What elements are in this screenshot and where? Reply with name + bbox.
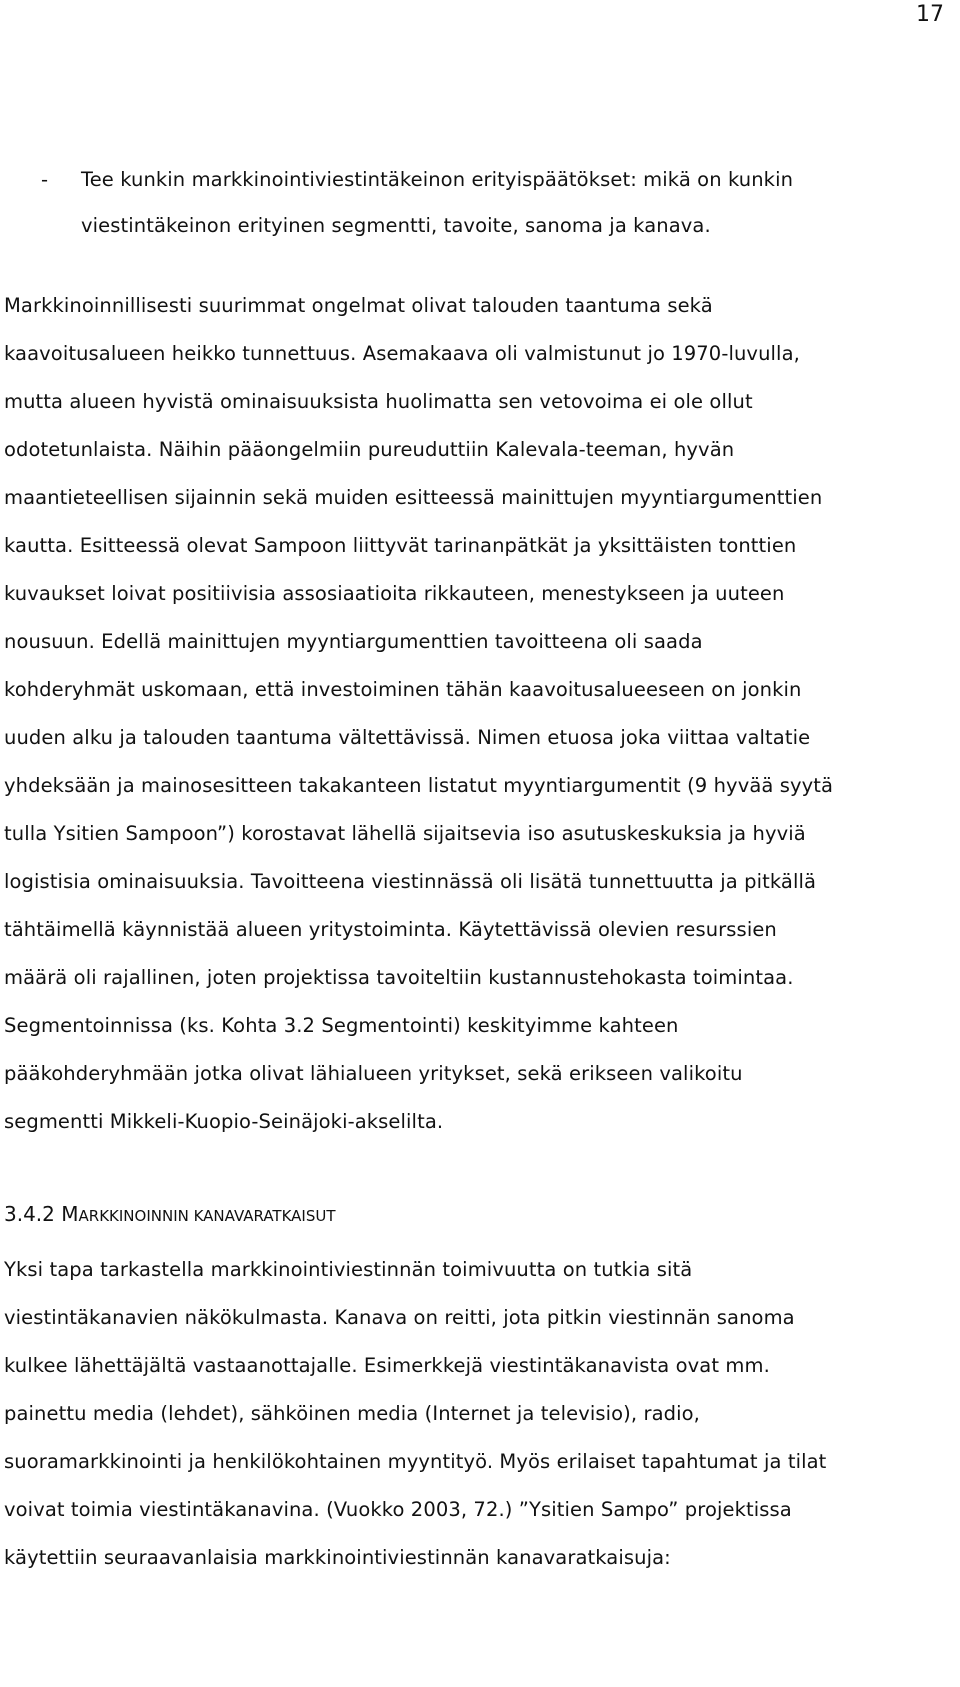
paragraph-line: kaavoitusalueen heikko tunnettuus. Asemakaava oli valmistunut jo 1970-luvulla, [4,342,800,365]
page-number: 17 [916,2,944,27]
paragraph-line: painettu media (lehdet), sähköinen media (Internet ja televisio), radio, [4,1402,700,1425]
bullet-dash: - [41,168,49,191]
paragraph-line: voivat toimia viestintäkanavina. (Vuokko 2003, 72.) ”Ysitien Sampo” projektissa [4,1498,792,1521]
paragraph-line: tulla Ysitien Sampoon”) korostavat lähellä sijaitsevia iso asutuskeskuksia ja hyviä [4,822,806,845]
paragraph-line: Yksi tapa tarkastella markkinointiviestinnän toimivuutta on tutkia sitä [4,1258,693,1281]
bullet-line: viestintäkeinon erityinen segmentti, tavoite, sanoma ja kanava. [81,214,711,237]
paragraph-line: maantieteellisen sijainnin sekä muiden esitteessä mainittujen myyntiargumenttien [4,486,823,509]
paragraph-line: yhdeksään ja mainosesitteen takakanteen listatut myyntiargumentit (9 hyvää syytä [4,774,834,797]
paragraph-line: tähtäimellä käynnistää alueen yritystoiminta. Käytettävissä olevien resurssien [4,918,777,941]
paragraph-line: Segmentoinnissa (ks. Kohta 3.2 Segmentointi) keskityimme kahteen [4,1014,679,1037]
heading-initial: M [61,1202,79,1226]
section-number: 3.4.2 [4,1202,55,1226]
paragraph-line: pääkohderyhmään jotka olivat lähialueen yritykset, sekä erikseen valikoitu [4,1062,743,1085]
paragraph-line: uuden alku ja talouden taantuma vältettävissä. Nimen etuosa joka viittaa valtatie [4,726,811,749]
paragraph-line: kuvaukset loivat positiivisia assosiaatioita rikkauteen, menestykseen ja uuteen [4,582,785,605]
bullet-line: Tee kunkin markkinointiviestintäkeinon erityispäätökset: mikä on kunkin [81,168,794,191]
heading-title: ARKKINOINNIN KANAVARATKAISUT [78,1207,336,1225]
paragraph-line: segmentti Mikkeli-Kuopio-Seinäjoki-akselilta. [4,1110,444,1133]
paragraph-line: viestintäkanavien näkökulmasta. Kanava on reitti, jota pitkin viestinnän sanoma [4,1306,795,1329]
paragraph-line: odotetunlaista. Näihin pääongelmiin pureuduttiin Kalevala-teeman, hyvän [4,438,735,461]
paragraph-line: kautta. Esitteessä olevat Sampoon liittyvät tarinanpätkät ja yksittäisten tonttien [4,534,797,557]
paragraph-line: Markkinoinnillisesti suurimmat ongelmat olivat talouden taantuma sekä [4,294,713,317]
section-heading [4,1199,336,1231]
paragraph-line: suoramarkkinointi ja henkilökohtainen myyntityö. Myös erilaiset tapahtumat ja tilat [4,1450,827,1473]
paragraph-line: määrä oli rajallinen, joten projektissa tavoiteltiin kustannustehokasta toimintaa. [4,966,794,989]
paragraph-line: kulkee lähettäjältä vastaanottajalle. Esimerkkejä viestintäkanavista ovat mm. [4,1354,770,1377]
paragraph-line: käytettiin seuraavanlaisia markkinointiviestinnän kanavaratkaisuja: [4,1546,671,1569]
paragraph-line: mutta alueen hyvistä ominaisuuksista huolimatta sen vetovoima ei ole ollut [4,390,753,413]
paragraph-line: kohderyhmät uskomaan, että investoiminen tähän kaavoitusalueeseen on jonkin [4,678,802,701]
paragraph-line: nousuun. Edellä mainittujen myyntiargumenttien tavoitteena oli saada [4,630,703,653]
paragraph-line: logistisia ominaisuuksia. Tavoitteena viestinnässä oli lisätä tunnettuutta ja pitkällä [4,870,817,893]
